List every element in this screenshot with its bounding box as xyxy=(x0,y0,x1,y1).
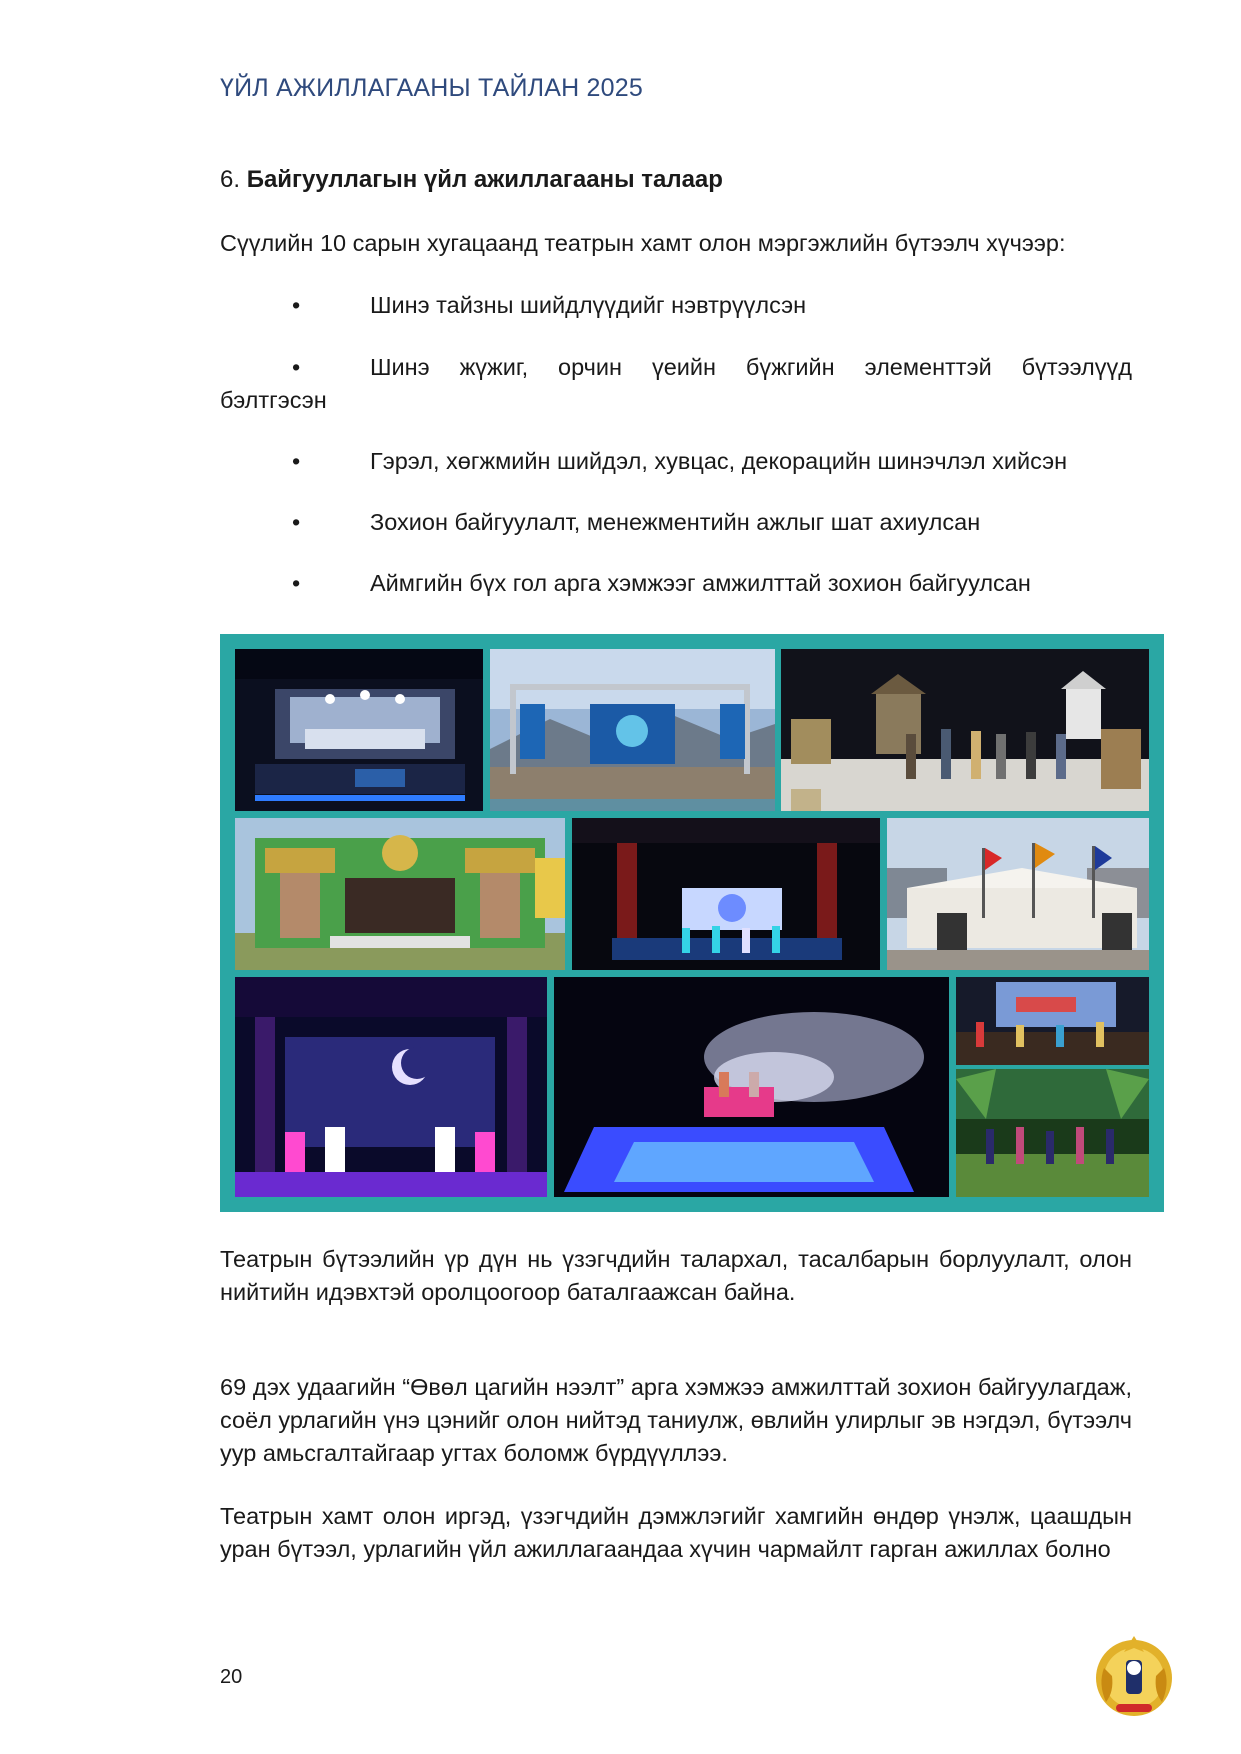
bullet-item xyxy=(220,445,1132,478)
bullet-text: Гэрэл, хөгжмийн шийдэл, хувцас, декорацийн шинэчлэл хийсэн xyxy=(370,448,1068,474)
photo-decorated-outdoor-gate xyxy=(235,818,565,970)
bullet-marker: • xyxy=(292,448,301,474)
photo-folk-dance-stage xyxy=(956,1069,1149,1197)
photo-collage xyxy=(220,634,1164,1212)
photo-outdoor-tent-flags xyxy=(887,818,1149,970)
section-heading xyxy=(220,166,723,194)
photo-stage-screen-ensemble xyxy=(956,977,1149,1065)
bullet-text: Зохион байгуулалт, менежментийн ажлыг шат ахиулсан xyxy=(370,509,981,535)
photo-theater-play-scene xyxy=(781,649,1149,811)
bullet-text-line2: бэлтгэсэн xyxy=(220,387,327,413)
bullet-item xyxy=(220,289,1132,322)
bullet-text-line1: Шинэ жүжиг, орчин үеийн бүжгийн элементтэй бүтээлүүд xyxy=(370,354,1132,380)
photo-outdoor-truss-stage xyxy=(490,649,775,811)
bullet-marker: • xyxy=(292,570,301,596)
bullet-text: Аймгийн бүх гол арга хэмжээг амжилттай зохион байгуулсан xyxy=(370,570,1031,596)
bullet-text: Шинэ тайзны шийдлүүдийг нэвтрүүлсэн xyxy=(370,292,807,318)
bullet-item xyxy=(220,506,1132,539)
section-title: Байгууллагын үйл ажиллагааны талаар xyxy=(246,166,723,193)
photo-indoor-dance-performance xyxy=(572,818,880,970)
results-paragraph: Театрын бүтээлийн үр дүн нь үзэгчдийн талархал, тасалбарын борлуулалт, олон нийтийн идэвхтэй оролцоогоор баталгаажсан байна. xyxy=(220,1246,1132,1305)
photo-smoke-pool-stage xyxy=(554,977,949,1197)
winter-event-paragraph: 69 дэх удаагийн “Өвөл цагийн нээлт” арга хэмжээ амжилттай зохион байгуулагдаж, соёл урлагийн үнэ цэнийг олон нийтэд таниулж, өвлийн улирлыг эв нэгдэл, бүтээлч уур амьсгалтайгаар угтах боломж бүрдүүллээ. xyxy=(220,1374,1132,1466)
bullet-marker: • xyxy=(292,292,301,318)
section-number: 6. xyxy=(220,166,241,193)
bullet-item xyxy=(220,567,1132,600)
theater-emblem-logo xyxy=(1092,1632,1176,1720)
page-number: 20 xyxy=(220,1666,243,1688)
thanks-paragraph: Театрын хамт олон иргэд, үзэгчдийн дэмжлэгийг хамгийн өндөр үнэлж, цаашдын уран бүтээл, урлагийн үйл ажиллагаандаа хүчин чармайлт гарган ажиллах болно xyxy=(220,1503,1132,1562)
bullet-item xyxy=(220,351,1132,417)
bullet-marker: • xyxy=(292,509,301,535)
report-header-title: ҮЙЛ АЖИЛЛАГААНЫ ТАЙЛАН 2025 xyxy=(220,74,643,102)
intro-paragraph: Сүүлийн 10 сарын хугацаанд театрын хамт олон мэргэжлийн бүтээлч хүчээр: xyxy=(220,230,1066,256)
bullet-marker: • xyxy=(292,354,301,380)
photo-night-outdoor-stage xyxy=(235,649,483,811)
photo-neon-stage-concert xyxy=(235,977,547,1197)
